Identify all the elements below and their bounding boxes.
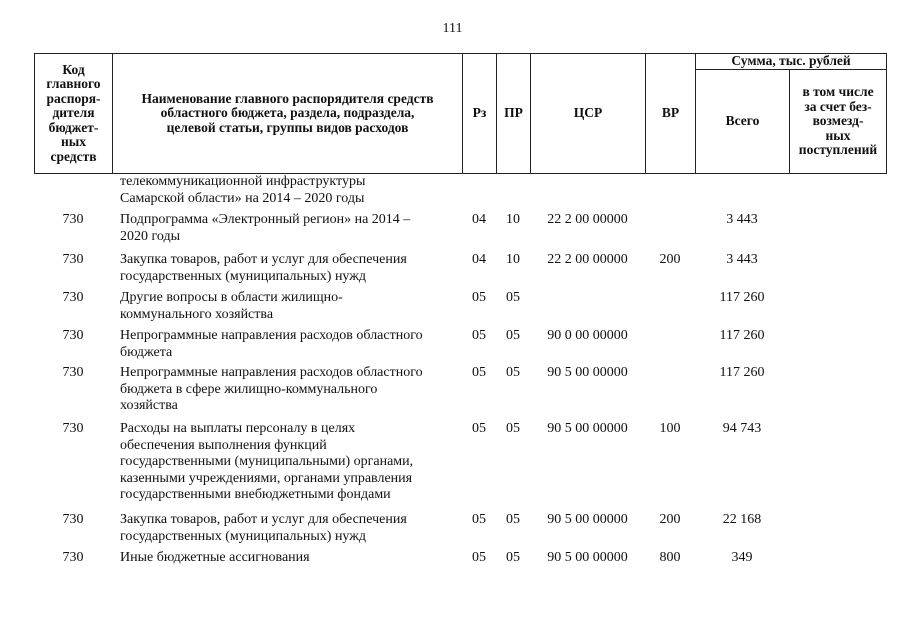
table-row [34, 512, 886, 550]
table-header [34, 53, 887, 174]
row-csr: 90 5 00 00000 [547, 512, 628, 527]
row-vr: 200 [659, 252, 681, 267]
row-pr: 10 [506, 252, 520, 267]
header-sum: Сумма, тыс. рублей [696, 54, 887, 70]
row-csr: 22 2 00 00000 [547, 252, 628, 267]
row-name: Подпрограмма «Электронный регион» на 2014 – 2020 годы [120, 212, 411, 244]
table-row [34, 290, 886, 328]
header-vr: ВР [646, 54, 696, 174]
row-pr: 05 [506, 421, 520, 436]
row-rz: 05 [472, 328, 486, 343]
row-csr: 90 5 00 00000 [547, 550, 628, 565]
row-name: Закупка товаров, работ и услуг для обеспечения государственных (муниципальных) нужд [120, 512, 407, 544]
row-pr: 05 [506, 512, 520, 527]
row-rz: 05 [472, 512, 486, 527]
table-row [34, 174, 886, 212]
table-row [34, 252, 886, 290]
page-number: 111 [442, 21, 463, 36]
header-total: Всего [696, 70, 790, 174]
row-name: телекоммуникационной инфраструктуры Самарской области» на 2014 – 2020 годы [120, 174, 366, 206]
row-csr: 90 0 00 00000 [547, 328, 628, 343]
row-total: 94 743 [722, 421, 762, 436]
row-rz: 05 [472, 290, 486, 305]
row-code: 730 [62, 290, 84, 305]
table-row [34, 328, 886, 365]
row-rz: 05 [472, 365, 486, 380]
table-body [34, 174, 886, 570]
header-rz: Рз [463, 54, 497, 174]
header-incl: в том числе за счет без- возмезд- ных поступлений [790, 70, 887, 174]
row-csr: 22 2 00 00000 [547, 212, 628, 227]
row-rz: 05 [472, 550, 486, 565]
row-pr: 05 [506, 328, 520, 343]
table-row [34, 550, 886, 570]
row-name: Непрограммные направления расходов областного бюджета в сфере жилищно-коммунального хозяйства [120, 365, 423, 413]
table-row [34, 365, 886, 421]
row-pr: 10 [506, 212, 520, 227]
header-csr: ЦСР [531, 54, 646, 174]
row-name: Непрограммные направления расходов областного бюджета [120, 328, 423, 360]
row-code: 730 [62, 328, 84, 343]
header-pr: ПР [497, 54, 531, 174]
row-total: 349 [731, 550, 753, 565]
row-name: Расходы на выплаты персоналу в целях обеспечения выполнения функций государственными (муниципальными) органами, казенными учреждениями, органами управления государственными внебюджетными фондами [120, 421, 414, 502]
row-rz: 05 [472, 421, 486, 436]
row-code: 730 [62, 365, 84, 380]
row-pr: 05 [506, 290, 520, 305]
row-total: 3 443 [726, 252, 758, 267]
table-row [34, 421, 886, 512]
row-code: 730 [62, 212, 84, 227]
row-vr: 200 [659, 512, 681, 527]
row-code: 730 [62, 252, 84, 267]
row-rz: 04 [472, 212, 486, 227]
row-total: 117 260 [719, 290, 765, 305]
row-total: 117 260 [719, 328, 765, 343]
row-name: Закупка товаров, работ и услуг для обеспечения государственных (муниципальных) нужд [120, 252, 407, 284]
row-total: 3 443 [726, 212, 758, 227]
row-pr: 05 [506, 365, 520, 380]
row-csr: 90 5 00 00000 [547, 421, 628, 436]
row-code: 730 [62, 512, 84, 527]
row-name: Иные бюджетные ассигнования [120, 550, 310, 565]
row-name: Другие вопросы в области жилищно- коммунального хозяйства [120, 290, 343, 322]
row-rz: 04 [472, 252, 486, 267]
row-vr: 100 [659, 421, 681, 436]
row-vr: 800 [659, 550, 681, 565]
header-name: Наименование главного распорядителя средств областного бюджета, раздела, подраздела, целевой статьи, группы видов расходов [113, 54, 463, 174]
row-total: 22 168 [722, 512, 762, 527]
row-pr: 05 [506, 550, 520, 565]
row-total: 117 260 [719, 365, 765, 380]
row-csr: 90 5 00 00000 [547, 365, 628, 380]
table-row [34, 212, 886, 252]
row-code: 730 [62, 421, 84, 436]
row-code: 730 [62, 550, 84, 565]
header-code: Код главного распоря- дителя бюджет- ных средств [35, 54, 113, 174]
